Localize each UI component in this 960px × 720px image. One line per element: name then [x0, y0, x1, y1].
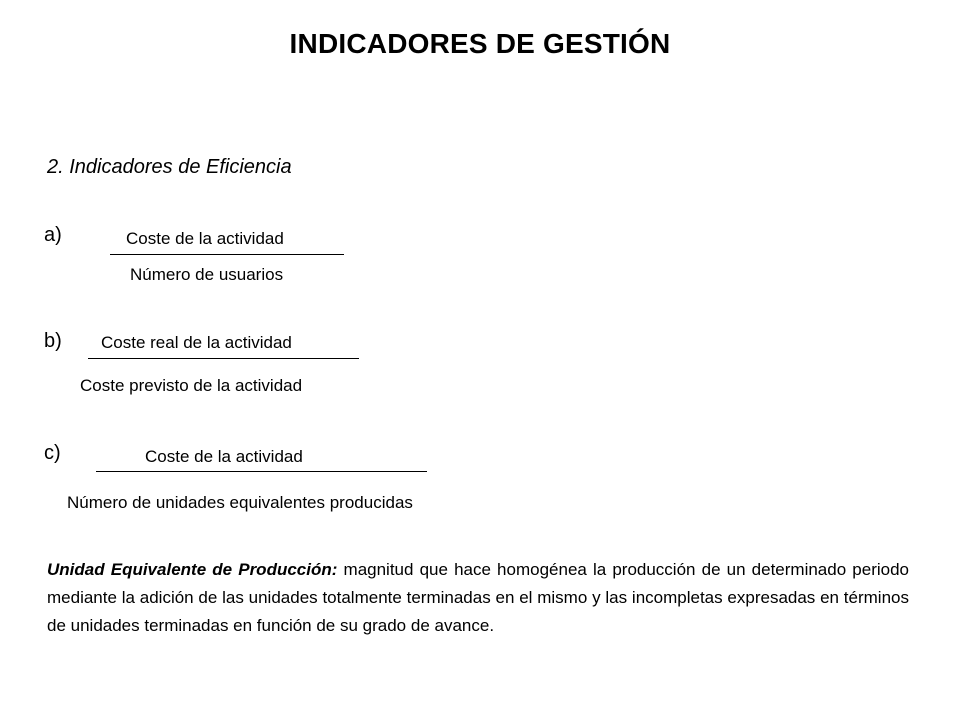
indicator-a-fraction-line: [110, 254, 344, 255]
indicator-a-denominator: Número de usuarios: [130, 265, 284, 284]
indicator-a-numerator: Coste de la actividad: [126, 229, 284, 248]
section-heading: 2. Indicadores de Eficiencia: [47, 156, 292, 178]
definition-term: Unidad Equivalente de Producción:: [47, 560, 338, 579]
indicator-b-letter: b): [44, 330, 62, 352]
definition-text: magnitud que hace homogénea la producción de un determinado periodo mediante la adición de las unidades totalmente terminadas en el mismo y las incompletas expresadas en términos de unidades terminadas en función de su grado de avance.: [47, 560, 910, 635]
page-title: INDICADORES DE GESTIÓN: [289, 28, 671, 59]
indicator-b-fraction-line: [88, 358, 359, 359]
indicator-b-numerator: Coste real de la actividad: [101, 333, 292, 352]
indicator-a-letter: a): [44, 224, 62, 246]
indicator-c-fraction-line: [96, 471, 427, 472]
definition-paragraph: [47, 556, 909, 640]
indicator-c-letter: c): [44, 442, 61, 464]
indicator-b-denominator: Coste previsto de la actividad: [80, 376, 303, 395]
indicator-c-numerator: Coste de la actividad: [145, 447, 303, 466]
indicator-c-denominator: Número de unidades equivalentes producidas: [67, 493, 413, 512]
